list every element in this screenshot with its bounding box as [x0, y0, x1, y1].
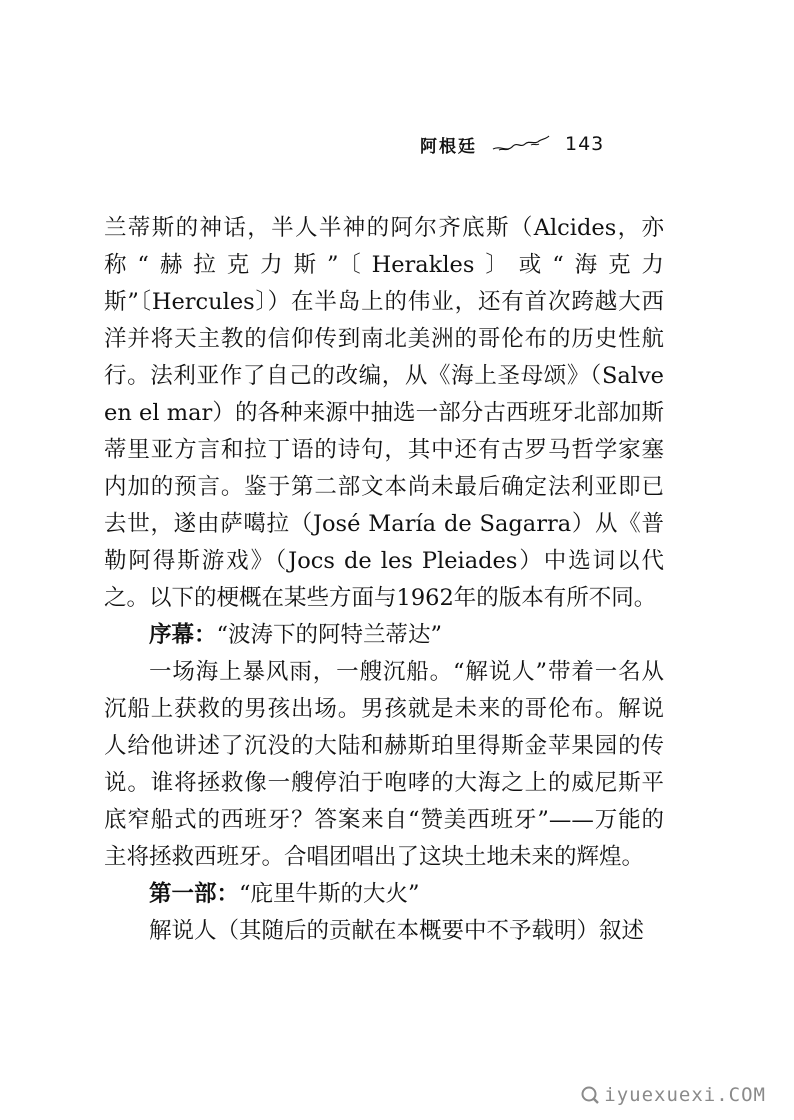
section-label: 序幕： — [149, 622, 217, 648]
site-watermark — [580, 1084, 766, 1106]
section-heading-prologue — [104, 617, 664, 654]
q-logo-icon — [580, 1085, 600, 1105]
chapter-title: 阿根廷 — [420, 136, 477, 157]
section-label: 第一部： — [149, 881, 240, 907]
running-header — [420, 128, 660, 160]
section-heading-part-one — [104, 876, 664, 913]
paragraph-prologue: 一场海上暴风雨，一艘沉船。“解说人”带着一名从沉船上获救的男孩出场。男孩就是未来的哥伦布。解说人给他讲述了沉没的大陆和赫斯珀里得斯金苹果园的传说。谁将拯救像一艘停泊于咆哮的大海之上的威尼斯平底窄船式的西班牙？答案来自“赞美西班牙”——万能的主将拯救西班牙。合唱团唱出了这块土地未来的辉煌。 — [104, 659, 664, 870]
section-title: “庇里牛斯的大火” — [239, 881, 420, 907]
section-title: “波涛下的阿特兰蒂达” — [216, 622, 443, 648]
flourish-icon — [491, 133, 551, 155]
watermark-text: iyuexuexi.COM — [604, 1084, 766, 1106]
body-text — [104, 210, 664, 950]
paragraph-part-one: 解说人（其随后的贡献在本概要中不予载明）叙述 — [149, 918, 645, 944]
paragraph-continued: 兰蒂斯的神话，半人半神的阿尔齐底斯（Alcides，亦称“赫拉克力斯”〔Herakles〕或“海克力斯”〔Hercules〕）在半岛上的伟业，还有首次跨越大西洋并将天主教的信仰传到南北美洲的哥伦布的历史性航行。法利亚作了自己的改编，从《海上圣母颂》（Salve en el mar）的各种来源中抽选一部分古西班牙北部加斯蒂里亚方言和拉丁语的诗句，其中还有古罗马哲学家塞内加的预言。鉴于第二部文本尚未最后确定法利亚即已去世，遂由萨噶拉（José María de Sagarra）从《普勒阿得斯游戏》（Jocs de les Pleiades）中选词以代之。以下的梗概在某些方面与1962年的版本有所不同。 — [104, 215, 664, 611]
page-number: 143 — [565, 133, 605, 155]
